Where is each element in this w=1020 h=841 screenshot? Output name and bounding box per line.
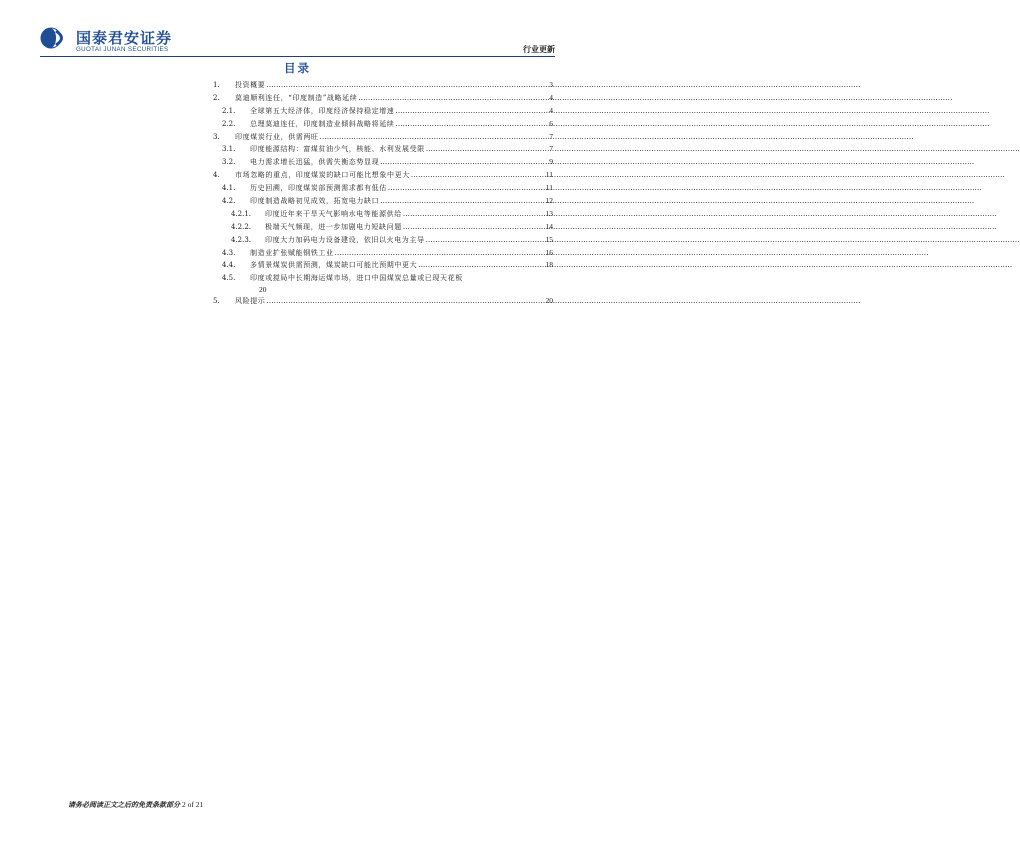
toc-entry-title: 印度近年来干旱天气影响水电等能源供给 <box>265 209 402 218</box>
toc-entry[interactable] <box>213 156 553 169</box>
toc-entry[interactable] <box>213 92 553 105</box>
toc-leader-dots <box>403 208 545 221</box>
toc-entry-page: 18 <box>545 260 553 270</box>
toc-entry-number: 1. <box>213 81 220 89</box>
toc-entry-number: 3.1. <box>222 145 236 154</box>
toc-entry-title: 印度煤炭行业，供需两旺 <box>235 132 319 141</box>
toc-entry[interactable] <box>213 118 553 131</box>
toc-entry[interactable] <box>213 105 553 118</box>
toc-leader-dots <box>418 259 544 272</box>
toc-entry-page: 4 <box>549 92 553 102</box>
toc-leader-dots <box>426 143 548 156</box>
toc-entry-title: 印度大力加码电力设备建设，依旧以火电为主导 <box>265 235 425 244</box>
toc-leader-dots <box>380 195 544 208</box>
toc-leader-dots <box>403 221 545 234</box>
toc-entry[interactable] <box>213 169 553 182</box>
toc-leader-dots <box>411 169 545 182</box>
toc-leader-dots <box>266 79 548 92</box>
toc-entry-page: 7 <box>549 131 553 141</box>
toc-leader-dots <box>358 92 548 105</box>
toc-entry[interactable] <box>213 143 553 156</box>
toc-entry-title: 历史回溯，印度煤炭部预测需求都有低估 <box>250 184 387 193</box>
footer-page-number: 2 of 21 <box>182 800 204 809</box>
toc-entry-number: 2.1. <box>222 106 236 115</box>
toc-entry[interactable] <box>213 182 553 195</box>
toc-entry[interactable] <box>213 234 553 247</box>
toc-entry-number: 5. <box>213 297 220 306</box>
toc-leader-dots <box>395 105 548 118</box>
toc-entry-title: 多情景煤炭供需预测，煤炭缺口可能比预期中更大 <box>250 261 418 270</box>
company-logo <box>40 27 200 53</box>
toc-entry[interactable] <box>213 131 553 144</box>
toc-entry-number: 4.5. <box>222 274 236 283</box>
toc-entry-number: 2. <box>213 93 220 102</box>
toc-leader-dots <box>335 247 545 260</box>
toc-entry[interactable] <box>213 208 553 221</box>
toc-entry-page: 7 <box>549 144 553 154</box>
toc-entry-page: 13 <box>545 208 553 218</box>
toc-entry-page: 15 <box>545 234 553 244</box>
toc-entry-number: 4.2. <box>222 197 236 206</box>
toc-entry-number: 3. <box>213 132 220 141</box>
toc-entry-title: 总理莫迪连任，印度制造业倾斜战略将延续 <box>250 119 395 128</box>
toc-entry-page: 12 <box>545 196 553 206</box>
toc-entry[interactable] <box>213 295 553 308</box>
toc-entry[interactable] <box>213 247 553 260</box>
page-footer <box>68 800 203 810</box>
footer-disclaimer: 请务必阅读正文之后的免责条款部分 <box>68 801 180 809</box>
toc-leader-dots <box>395 118 548 131</box>
globe-logo-icon <box>40 27 70 49</box>
toc-entry-title: 风险提示 <box>235 297 266 306</box>
toc-leader-dots <box>266 295 544 308</box>
toc-entry-number: 2.2. <box>222 119 236 128</box>
toc-entry-title: 印度能源结构：富煤贫油少气，核能、水利发展受限 <box>250 145 425 154</box>
company-name-en: GUOTAI JUNAN SECURITIES <box>76 46 169 53</box>
toc-entry-page: 14 <box>545 221 553 231</box>
toc-entry-number: 4.2.2. <box>231 222 252 231</box>
toc-entry-number: 4.4. <box>222 261 236 270</box>
toc-entry-number: 4.1. <box>222 184 236 193</box>
section-tag: 行业更新 <box>523 45 555 54</box>
toc-entry-page: 16 <box>545 247 553 257</box>
toc-entry-number: 4.2.1. <box>231 209 252 218</box>
toc-entry-page: 4 <box>549 105 553 115</box>
toc-title: 目录 <box>284 61 311 75</box>
toc-entry[interactable] <box>213 221 553 234</box>
toc-entry[interactable] <box>213 195 553 208</box>
toc-entry-title: 印度制造战略初见成效，拓宽电力缺口 <box>250 197 380 206</box>
toc-leader-dots <box>388 182 545 195</box>
toc-entry-page: 20 <box>545 296 553 306</box>
toc-entry-page: 11 <box>545 183 553 193</box>
toc-entry-title: 全球第五大经济体，印度经济保持稳定增速 <box>250 106 395 115</box>
toc-entry-title: 印度或搅局中长期海运煤市场，进口中国煤炭总量或已现天花板 <box>250 274 463 283</box>
toc-entry-number: 4.2.3. <box>231 235 252 244</box>
toc-entry-page: 3 <box>549 80 553 89</box>
toc-entry-page: 9 <box>549 157 553 167</box>
toc-entry[interactable] <box>213 79 553 92</box>
toc-leader-dots <box>426 234 545 247</box>
table-of-contents <box>213 79 553 308</box>
toc-entry-page: 20 <box>259 285 267 295</box>
toc-leader-dots <box>380 156 548 169</box>
toc-entry-number: 4. <box>213 171 220 180</box>
toc-entry-page: 11 <box>545 170 553 180</box>
toc-entry-number: 3.2. <box>222 158 236 167</box>
toc-leader-dots <box>320 131 549 144</box>
toc-entry-number: 4.3. <box>222 248 236 257</box>
toc-entry-title: 投资概要 <box>235 81 266 89</box>
company-name-cn: 国泰君安证券 <box>76 29 173 47</box>
toc-entry-title: 极端天气频现，进一步加剧电力短缺问题 <box>265 222 402 231</box>
toc-entry-title: 莫迪顺利连任，“印度制造”战略延续 <box>235 93 358 102</box>
toc-entry-title: 制造业扩张赋能钢铁工业 <box>250 248 334 257</box>
toc-entry-title: 电力需求增长迅猛，供需失衡态势显现 <box>250 158 380 167</box>
header-divider <box>40 56 555 57</box>
toc-entry[interactable] <box>213 272 553 295</box>
toc-entry-page: 6 <box>549 118 553 128</box>
toc-entry[interactable] <box>213 259 553 272</box>
toc-entry-title: 市场忽略的重点，印度煤炭的缺口可能比想象中更大 <box>235 171 410 180</box>
